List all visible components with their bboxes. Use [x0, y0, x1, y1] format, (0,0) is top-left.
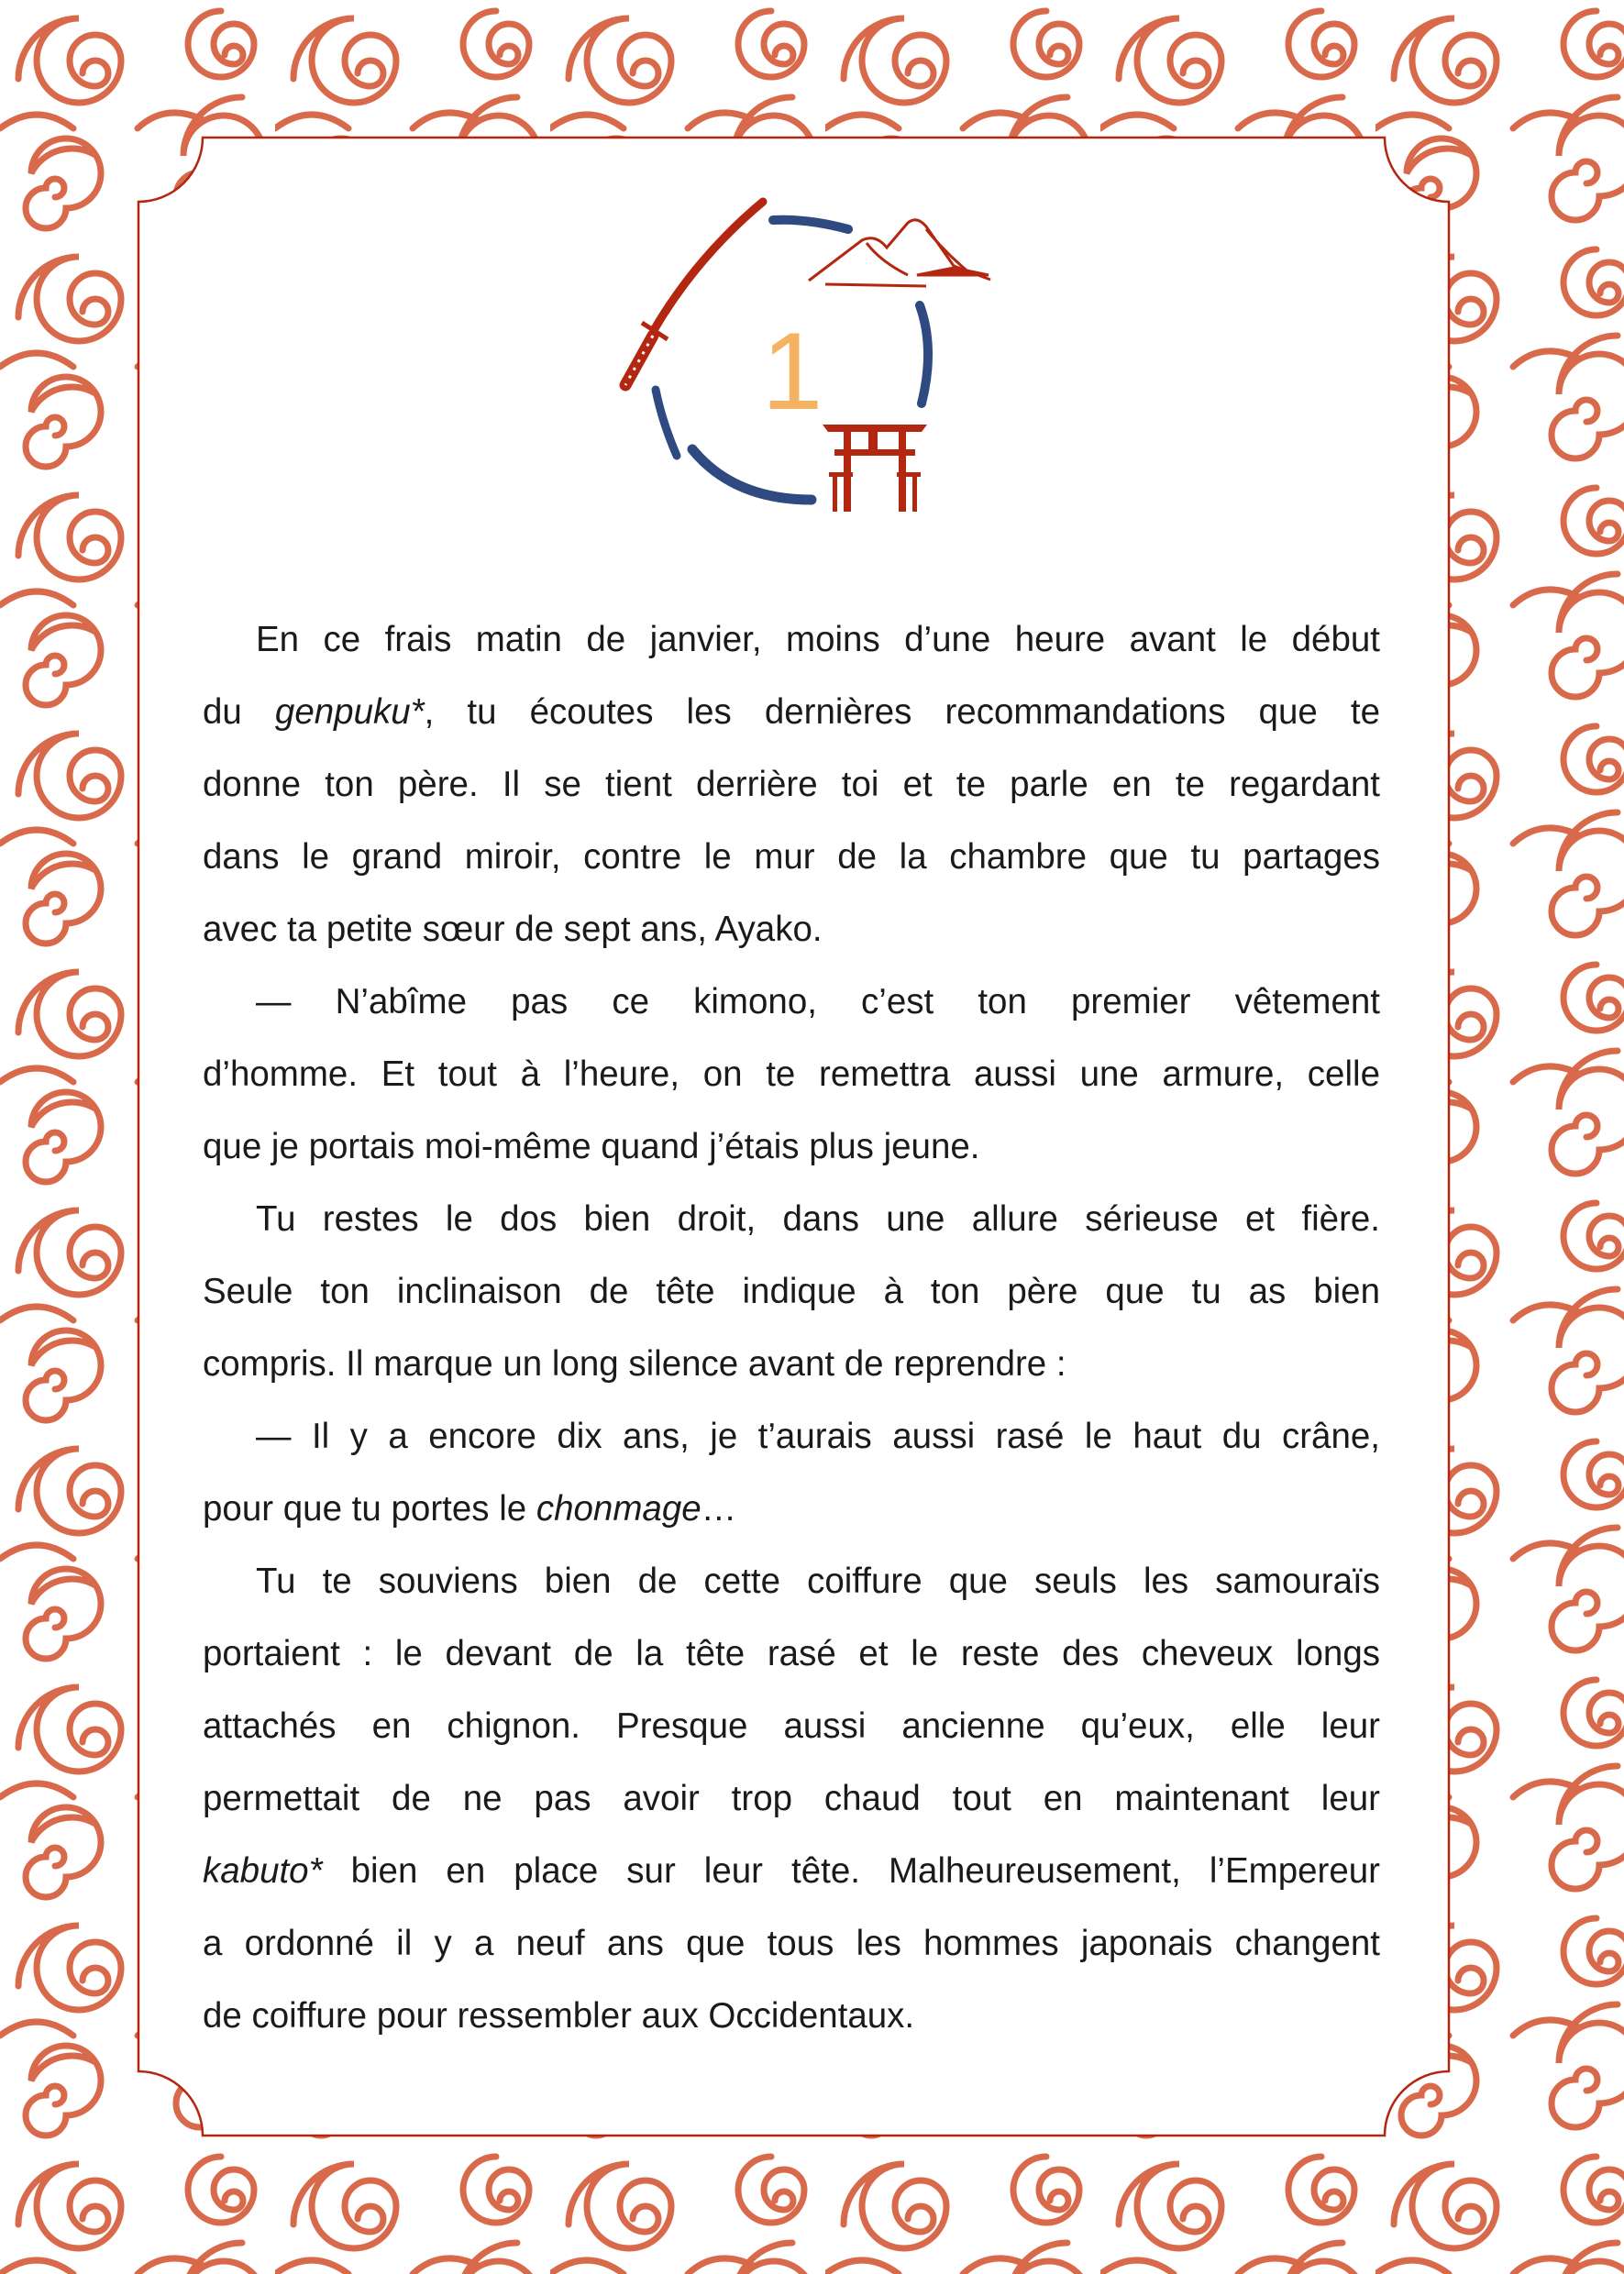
text-line	[203, 1400, 1380, 1473]
text-segment: , tu écoutes les dernières recommandations que te	[424, 692, 1380, 732]
text-segment: de coiffure pour ressembler aux Occidentaux.	[203, 1996, 915, 2036]
text-line	[203, 893, 1380, 966]
text-line	[203, 1255, 1380, 1328]
text-line	[203, 1907, 1380, 1980]
text-segment: — N’abîme pas ce kimono, c’est ton premier vêtement	[256, 982, 1380, 1021]
text-line	[203, 1038, 1380, 1110]
text-segment: avec ta petite sœur de sept ans, Ayako.	[203, 910, 823, 949]
text-segment: portaient : le devant de la tête rasé et le reste des cheveux longs	[203, 1634, 1380, 1673]
text-line	[203, 966, 1380, 1038]
text-segment: Seule ton inclinaison de tête indique à ton père que tu as bien	[203, 1272, 1380, 1311]
text-segment: compris. Il marque un long silence avant de reprendre :	[203, 1344, 1066, 1384]
text-segment: donne ton père. Il se tient derrière toi et te parle en te regardant	[203, 765, 1380, 804]
text-segment: pour que tu portes le	[203, 1489, 536, 1529]
text-segment: a ordonné il y a neuf ans que tous les hommes japonais changent	[203, 1924, 1380, 1963]
text-segment: que je portais moi-même quand j’étais plus jeune.	[203, 1127, 980, 1166]
text-segment: d’homme. Et tout à l’heure, on te remettra aussi une armure, celle	[203, 1054, 1380, 1094]
katana-icon	[625, 202, 763, 385]
text-segment: — Il y a encore dix ans, je t’aurais aussi rasé le haut du crâne,	[256, 1417, 1380, 1456]
italic-term: genpuku*	[274, 692, 425, 732]
text-line	[203, 1328, 1380, 1400]
text-segment: En ce frais matin de janvier, moins d’une heure avant le début	[256, 620, 1380, 659]
text-segment: du	[203, 692, 275, 732]
text-line	[203, 1762, 1380, 1835]
text-segment: bien en place sur leur tête. Malheureusement, l’Empereur	[322, 1851, 1380, 1891]
text-line	[203, 1690, 1380, 1762]
chapter-emblem	[605, 188, 1009, 527]
text-segment: dans le grand miroir, contre le mur de la chambre que tu partages	[203, 837, 1380, 877]
text-line	[203, 1545, 1380, 1617]
text-segment: attachés en chignon. Presque aussi ancienne qu’eux, elle leur	[203, 1706, 1380, 1746]
text-line	[203, 1617, 1380, 1690]
chapter-number: 1	[761, 310, 823, 433]
text-line	[203, 821, 1380, 893]
text-line	[203, 1473, 1380, 1545]
chapter-body-text	[203, 603, 1380, 2052]
text-line	[203, 1110, 1380, 1183]
text-segment: Tu restes le dos bien droit, dans une allure sérieuse et fière.	[256, 1199, 1380, 1239]
torii-gate-icon	[823, 425, 927, 512]
italic-term: chonmage	[536, 1489, 702, 1529]
text-line	[203, 1835, 1380, 1907]
text-segment: Tu te souviens bien de cette coiffure que seuls les samouraïs	[256, 1562, 1380, 1601]
italic-term: kabuto*	[203, 1851, 323, 1891]
text-line	[203, 1980, 1380, 2052]
text-segment: …	[701, 1489, 737, 1529]
text-line	[203, 1183, 1380, 1255]
text-line	[203, 603, 1380, 676]
text-line	[203, 748, 1380, 821]
text-line	[203, 676, 1380, 748]
text-segment: permettait de ne pas avoir trop chaud tout en maintenant leur	[203, 1779, 1380, 1818]
